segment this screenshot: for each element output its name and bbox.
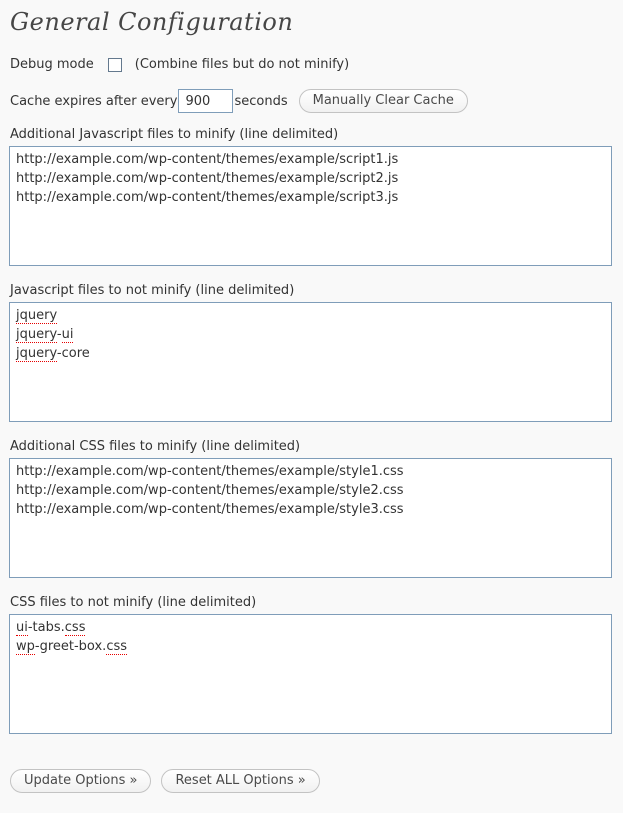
page-title: General Configuration — [10, 8, 294, 36]
cache-seconds-input[interactable] — [178, 89, 233, 113]
debug-mode-hint: (Combine files but do not minify) — [134, 57, 350, 72]
debug-mode-checkbox[interactable] — [108, 58, 122, 72]
js-no-minify-label: Javascript files to not minify (line delimited) — [10, 283, 295, 298]
js-no-minify-textarea[interactable]: jquery jquery-ui jquery-core — [9, 302, 612, 422]
css-minify-label: Additional CSS files to minify (line delimited) — [10, 439, 301, 454]
reset-all-options-button[interactable]: Reset ALL Options » — [161, 769, 319, 793]
css-minify-textarea[interactable]: http://example.com/wp-content/themes/example/style1.css http://example.com/wp-content/themes/example/style2.css http://example.com/wp-content/themes/example/style3.css — [9, 458, 612, 578]
js-minify-field — [9, 127, 613, 266]
form-actions — [10, 769, 613, 793]
cache-expires-row — [10, 89, 613, 113]
css-no-minify-field — [9, 595, 613, 734]
seconds-label: seconds — [234, 93, 288, 109]
js-minify-label: Additional Javascript files to minify (line delimited) — [10, 127, 339, 142]
cache-expires-label: Cache expires after every — [10, 93, 178, 109]
update-options-button[interactable]: Update Options » — [10, 769, 151, 793]
manually-clear-cache-button[interactable]: Manually Clear Cache — [299, 89, 468, 113]
css-no-minify-textarea[interactable]: ui-tabs.css wp-greet-box.css — [9, 614, 612, 734]
js-no-minify-field — [9, 283, 613, 422]
debug-mode-label: Debug mode — [10, 57, 94, 72]
css-no-minify-label: CSS files to not minify (line delimited) — [10, 595, 257, 610]
js-minify-textarea[interactable]: http://example.com/wp-content/themes/example/script1.js http://example.com/wp-content/themes/example/script2.js http://example.com/wp-content/themes/example/script3.js — [9, 146, 612, 266]
debug-mode-row — [10, 57, 613, 72]
css-minify-field — [9, 439, 613, 578]
